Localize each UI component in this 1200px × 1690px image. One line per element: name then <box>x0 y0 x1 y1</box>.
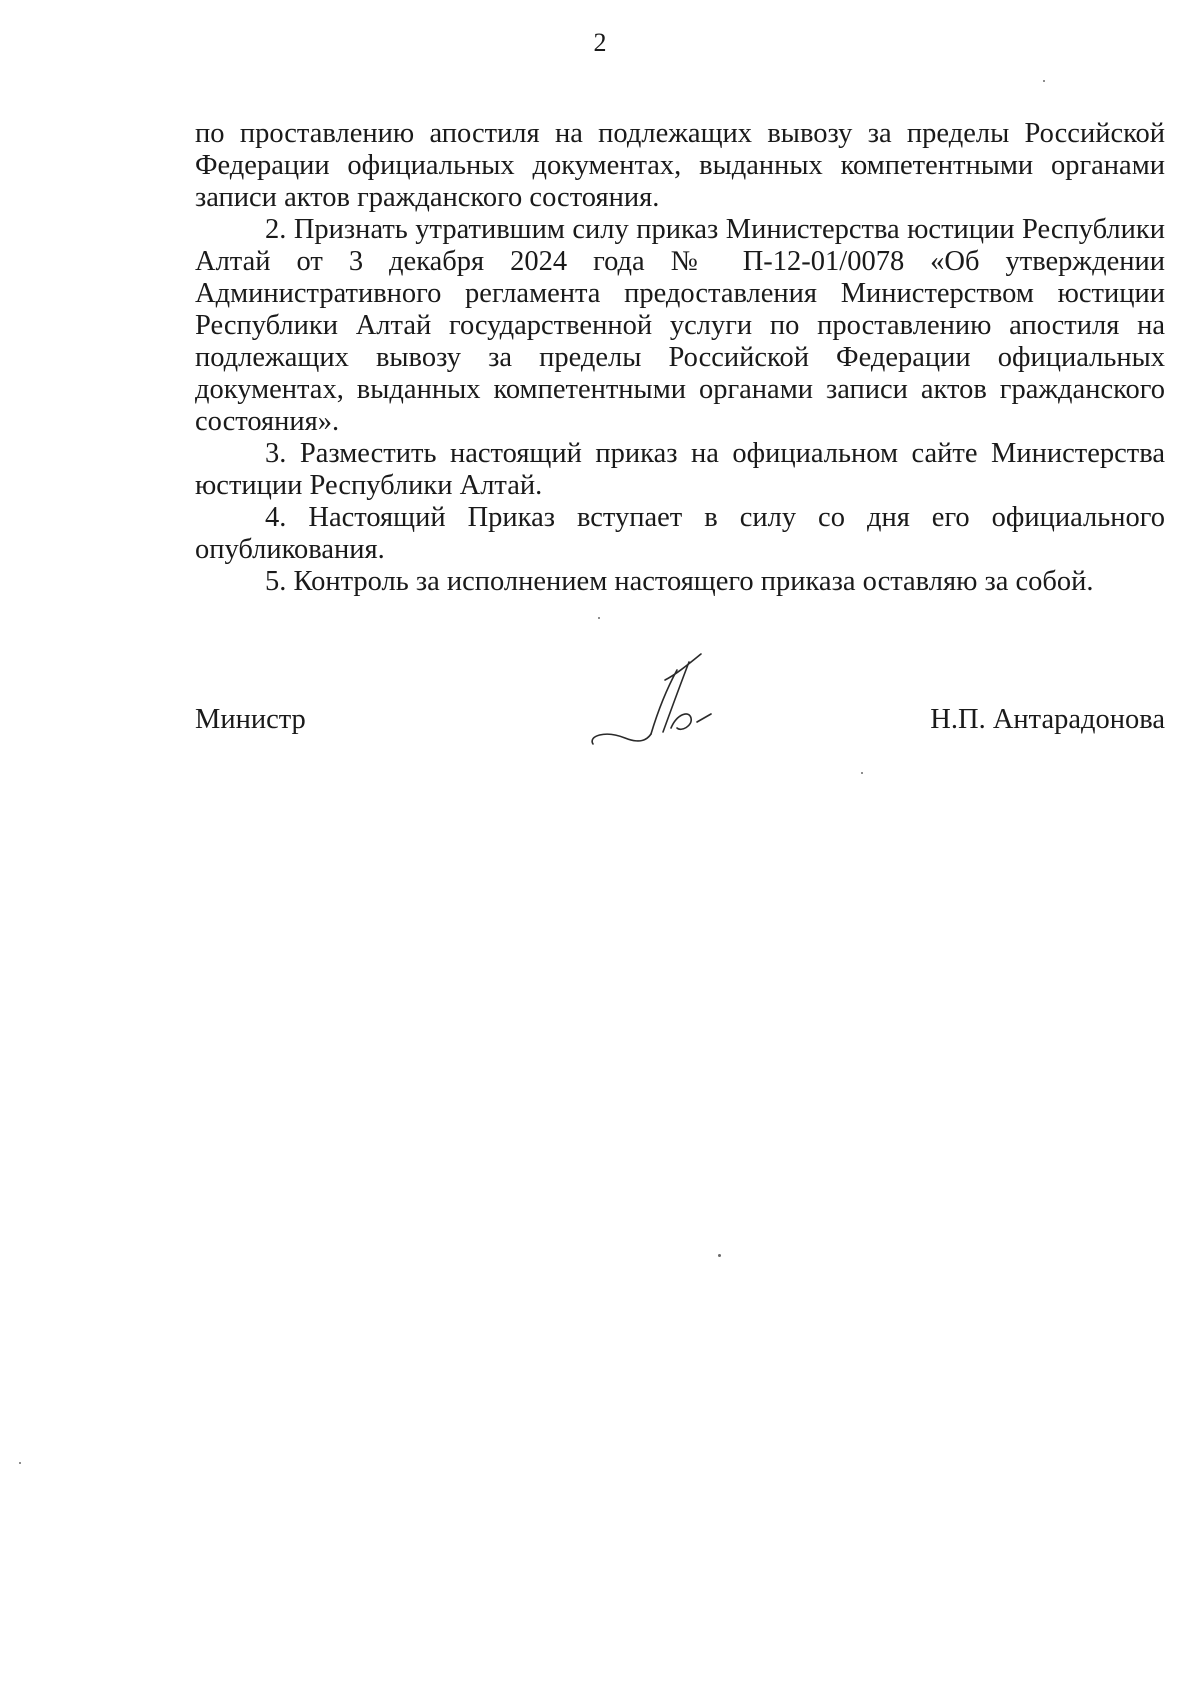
scan-speck <box>718 1254 721 1257</box>
paragraph-item-3: 3. Разместить настоящий приказ на официальном сайте Министерства юстиции Республики Алтай. <box>195 438 1165 501</box>
paragraph-item-2: 2. Признать утратившим силу приказ Министерства юстиции Республики Алтай от 3 декабря 2024 года № П-12-01/0078 «Об утверждении Административного регламента предоставления Министерством юстиции Республики Алтай государственной услуги по проставлению апостиля на подлежащих вывозу за пределы Российской Федерации официальных документах, выданных компетентными органами записи актов гражданского состояния». <box>195 214 1165 437</box>
scan-speck <box>1043 80 1045 82</box>
paragraph-item-5: 5. Контроль за исполнением настоящего приказа оставляю за собой. <box>265 566 1094 597</box>
scan-speck <box>861 772 863 774</box>
paragraph-continuation: по проставлению апостиля на подлежащих вывозу за пределы Российской Федерации официальных документах, выданных компетентными органами записи актов гражданского состояния. <box>195 118 1165 213</box>
page-number: 2 <box>593 28 607 57</box>
scan-speck <box>19 1462 21 1464</box>
paragraph-item-4: 4. Настоящий Приказ вступает в силу со дня его официального опубликования. <box>195 502 1165 565</box>
document-body <box>195 118 1165 598</box>
handwritten-signature-icon <box>585 648 735 758</box>
signer-name: Н.П. Антарадонова <box>930 704 1165 735</box>
signer-position: Министр <box>195 704 306 735</box>
scan-speck <box>598 617 600 619</box>
